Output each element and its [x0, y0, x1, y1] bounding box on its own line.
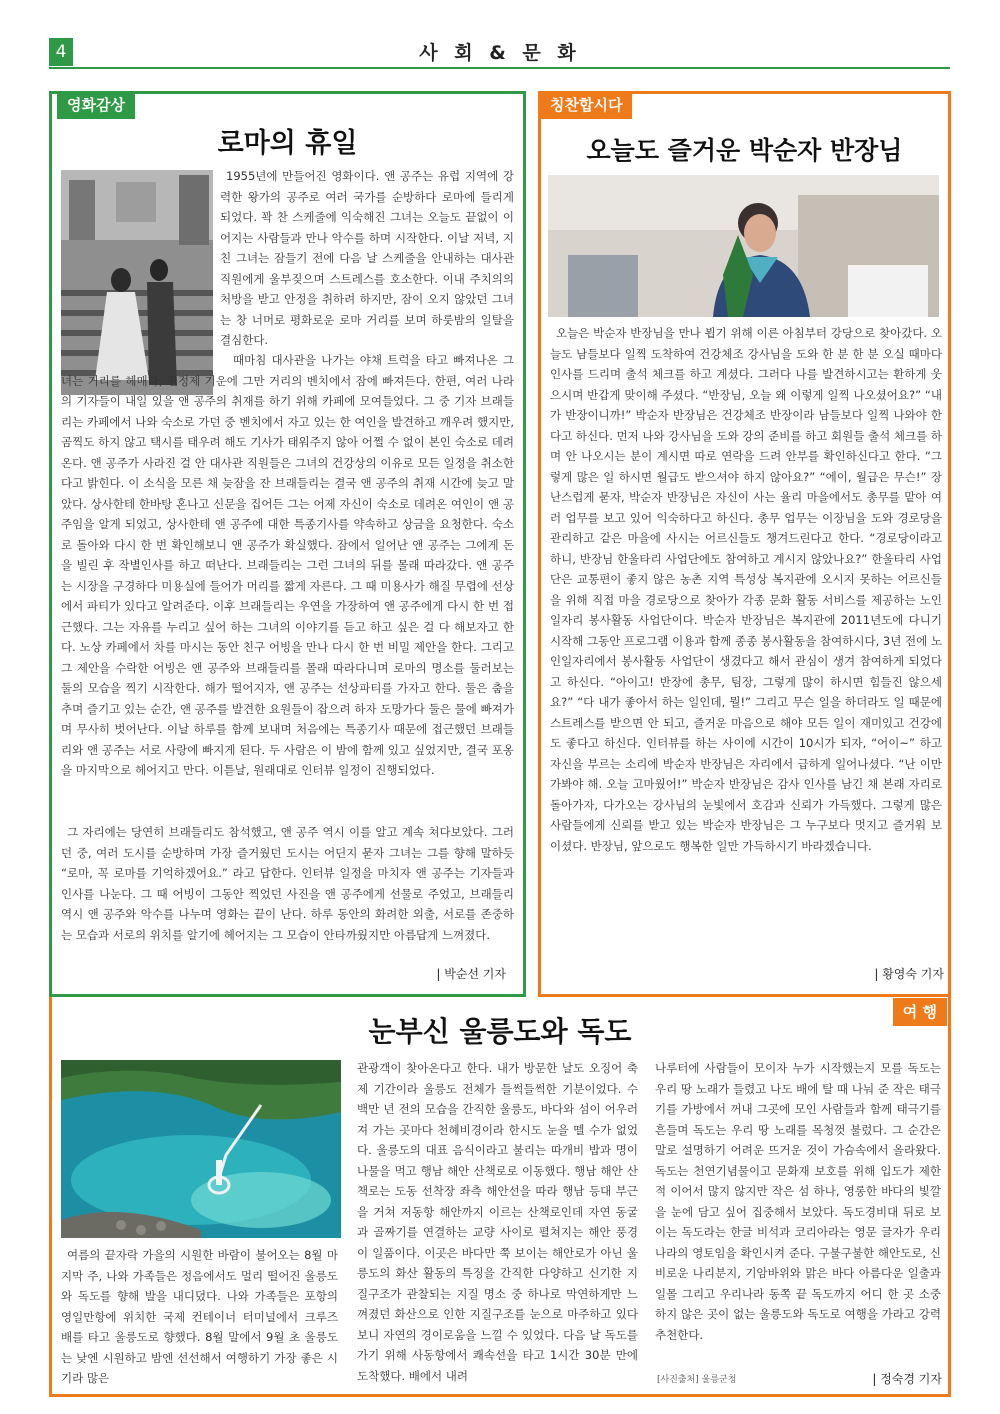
- movie-review-title: 로마의 휴일: [217, 128, 358, 159]
- movie-review-tag: 영화감상: [57, 91, 135, 119]
- section-title: 사 회 & 문 화: [419, 42, 581, 64]
- movie-review-para-1: 1955년에 만들어진 영화이다. 앤 공주는 유럽 지역에 강력한 왕가의 공주로 여러 국가를 순방하다 로마에 들리게 되었다. 꽉 찬 스케줄에 익숙해진 그녀는 오늘도 끝없이 이어지는 사람들과 만나 악수를 하며 시작한다. 이날 저녁, 지친 그녀는 잠들기 전에 다음 날 스케줄을 안내하는 대사관 직원에게 울부짖으며 스트레스를 호소한다. 이내 주치의의 처방을 받고 안정을 취하려 하지만, 잠이 오지 않았던 그녀는 창 너머로 평화로운 로마 거리를 보며 하룻밤의 일탈을 결심한다.: [220, 169, 514, 347]
- photo-credit: [사진출처] 울릉군청: [657, 1375, 737, 1385]
- travel-column-3: 나루터에 사람들이 모이자 누가 시작했는지 모를 독도는 우리 땅 노래가 들렸고 나도 배에 탈 때 나눠 준 작은 태극기를 가방에서 꺼내 그곳에 모인 사람들과 함께 태극기를 흔들며 독도는 우리 땅 노래를 목청껏 불렀다. 그 순간은 말로 설명하기 어려운 뜨거운 것이 가슴속에서 올라왔다. 독도는 천연기념물이고 문화재 보호를 위해 입도가 제한적 이어서 많지 않지만 작은 섬 하나, 영롱한 바다의 빛깔을 눈에 담고 싶어 집중해서 보았다. 독도경비대 뒤로 보이는 독도라는 한글 비석과 코리아라는 영문 글자가 우리나라의 영토임을 확인시켜 준다. 구불구불한 해안도로, 신비로운 나리분지, 기암바위와 맑은 바다 아름다운 일출과 일몰 그리고 우리나라 동쪽 끝 독도까지 어디 한 곳 소중하지 않은 곳이 없는 울릉도와 독도로 여행을 가라고 강력 추천한다.: [655, 1061, 941, 1342]
- praise-byline: | 황영숙 기자: [874, 967, 944, 981]
- header-rule: [49, 67, 950, 69]
- travel-byline: | 정숙경 기자: [872, 1372, 942, 1386]
- page-number: 4: [49, 38, 73, 66]
- praise-portrait-photo: [548, 175, 939, 317]
- movie-review-byline: | 박순선 기자: [436, 967, 506, 981]
- movie-review-para-2: 때마침 대사관을 나가는 야채 트럭을 타고 빠져나온 그녀는 거리를 헤매다, 진정제 기운에 그만 거리의 벤치에서 잠에 빠져든다. 한편, 여러 나라의 기자들이 내일 있을 앤 공주의 취재를 하기 위해 카페에 모여들었다. 그 중 기자 브래들리는 카페에서 나와 숙소로 가던 중 벤치에서 자고 있는 한 여인을 발견하고 깨우려 했지만, 곰찍도 하지 않고 택시를 태우려 해도 기사가 태워주지 않아 어쩔 수 없이 본인 숙소로 데려온다. 앤 공주가 사라진 걸 안 대사관 직원들은 그녀의 건강상의 이유로 모든 일정을 취소한다고 밝힌다. 이 소식을 모른 채 늦잠을 잔 브래들리는 결국 앤 공주의 취재 시간에 늦고 말았다. 상사한테 한바탕 혼나고 신문을 집어든 그는 어제 자신이 숙소로 데려온 여인이 앤 공주임을 알게 되었고, 상사한테 앤 공주에 대한 특종기사를 약속하고 상금을 요청한다. 숙소로 돌아와 다시 한 번 확인해보니 앤 공주가 확실했다. 잠에서 일어난 앤 공주는 그에게 돈을 빌린 후 작별인사를 하고 떠난다. 브래들리는 그런 그녀의 뒤를 몰래 따라갔다. 앤 공주는 시장을 구경하다 미용실에 들어가 머리를 짧게 자른다. 그 때 미용사가 해질 무렵에 선상에서 파티가 있다고 알려준다. 이후 브래들리는 우연을 가장하여 앤 공주에게 다시 한 번 접근했다. 그는 자유를 누리고 싶어 하는 그녀의 이야기를 듣고 하고 싶은 걸 다 해보자고 한다. 노상 카페에서 차를 마시는 동안 친구 어빙을 만나 다시 한 번 비밀 제안을 한다. 그리고 그 제안을 수락한 어빙은 앤 공주와 브래들리를 몰래 따라다니며 로마의 명소를 둘러보는 둘의 모습을 찍기 시작한다. 해가 떨어지자, 앤 공주는 선상파티를 가자고 한다. 둘은 춤을 추며 즐기고 있는 순간, 앤 공주를 발견한 요원들이 잡으려 하자 도망가다 둘은 물에 빠져가며 무사히 벗어난다. 이날 하루를 함께 보내며 처음에는 특종기사 때문에 접근했던 브래들리와 앤 공주는 서로 사랑에 빠지게 된다. 두 사람은 이 밤에 함께 있고 싶었지만, 결국 포옹을 마지막으로 헤어지고 만다. 이튿날, 원래대로 인터뷰 일정이 진행되었다.: [61, 353, 514, 777]
- praise-body-text: 오늘은 박순자 반장님을 만나 뵙기 위해 이른 아침부터 강당으로 찾아갔다. 오늘도 남들보다 일찍 도착하여 건강체조 강사님을 도와 한 분 한 분 오실 때마다 인사를 드리며 출석 체크를 하고 계셨다. 그러다 나를 발견하시고는 환하게 웃으시며 반갑게 맞이해 주셨다. “반장님, 오늘 왜 이렇게 일찍 나오셨어요?” “내가 반장이니까!” 박순자 반장님은 건강체조 반장이라 남들보다 일찍 나와야 한다고 하신다. 먼저 나와 강사님을 도와 강의 준비를 하고 회원들 출석 체크를 하며 안 나오시는 분이 계시면 따로 연락을 드려 안부를 확인하신다고 한다. “그렇게 많은 일 하시면 월급도 받으셔야 하지 않아요?” “에이, 월급은 무슨!” 장난스럽게 묻자, 박순자 반장님은 자신이 사는 율리 마을에서도 총무를 맡아 여러 업무를 보고 있어 익숙하다고 하신다. 총무 업무는 이장님을 도와 경로당을 관리하고 같은 마을에 사시는 어르신들도 챙겨드린다고 한다. “경로당이라고 하니, 반장님 한울타리 사업단에도 참여하고 계시지 않았나요?” 한울타리 사업단은 교통편이 좋지 않은 농촌 지역 특성상 복지관에 오시지 못하는 어르신들을 위해 직접 마을 경로당으로 찾아가 각종 문화 활동 서비스를 제공하는 노인일자리 봉사활동 사업단이다. 박순자 반장님은 복지관에 2011년도에 다니기 시작해 그동안 프로그램 이용과 함께 종종 봉사활동을 참여하시다, 3년 전에 노인일자리에서 봉사활동 사업단이 생겼다고 해서 관심이 생겨 참여하게 되었다고 하신다. “아이고! 반장에 총무, 팀장, 그렇게 많이 하시면 힘들진 않으세요?” “다 내가 좋아서 하는 일인데, 뭘!” 그리고 무슨 일을 하더라도 일 때문에 스트레스를 받으면 안 되고, 즐거운 마음으로 해야 모든 일이 재미있고 건강에도 좋다고 하신다. 인터뷰를 하는 사이에 시간이 10시가 되자, “어이~” 하고 자신을 부르는 소리에 박순자 반장님은 자리에서 급하게 일어나셨다. “난 이만 가봐야 해. 오늘 고마웠어!” 박순자 반장님은 감사 인사를 남긴 채 본래 자리로 돌아가자, 다가오는 강사님의 눈빛에서 호감과 신뢰가 가득했다. 그렇게 많은 사람들에게 신뢰를 받고 있는 박순자 반장님은 그 누구보다 멋지고 즐거워 보이셨다. 반장님, 앞으로도 행복한 일만 가득하시기 바라겠습니다.: [550, 326, 942, 853]
- ulleungdo-coast-photo: [61, 1060, 341, 1238]
- movie-review-para-3: 그 자리에는 당연히 브래들리도 참석했고, 앤 공주 역시 이를 알고 계속 쳐다보았다. 그러던 중, 여러 도시를 순방하며 가장 즐거웠던 도시는 어딘지 묻자 그녀는 그를 향해 말하듯 “로마, 꼭 로마를 기억하겠어요.” 라고 답한다. 인터뷰 일정을 마치자 앤 공주는 기자들과 인사를 나눈다. 그 때 어빙이 그동안 찍었던 사진을 앤 공주에게 선물로 주었고, 브래들리 역시 앤 공주와 악수를 나누며 영화는 끝이 난다. 하루 동안의 화려한 외출, 서로를 존중하는 모습과 서로의 위치를 알기에 헤어지는 그 모습이 안타까웠지만 아름답게 느껴졌다.: [61, 825, 514, 942]
- praise-tag: 칭찬합시다: [540, 91, 632, 119]
- travel-column-1: 여름의 끝자락 가을의 시원한 바람이 불어오는 8월 마지막 주, 나와 가족들은 정음에서도 멀리 떨어진 울릉도와 독도를 향해 발을 내디뎠다. 나와 가족들은 포항의 영일만항에 위치한 국제 컨테이너 터미널에서 크루즈 배를 타고 울릉도로 향했다. 8월 말에서 9월 초 울릉도는 낮엔 시원하고 밤엔 선선해서 여행하기 가장 좋은 시기라 많은: [61, 1248, 338, 1385]
- travel-column-2: 관광객이 찾아온다고 한다. 내가 방문한 날도 오징어 축제 기간이라 울릉도 전체가 들썩들썩한 기분이었다. 수백만 년 전의 모습을 간직한 울릉도, 바다와 섬이 어우러져 가는 곳마다 천혜비경이라 한시도 눈을 뗄 수가 없었다. 울릉도의 대표 음식이라고 불리는 따개비 밥과 명이나물을 먹고 행남 해안 산책로로 이동했다. 행남 해안 산책로는 도동 선착장 좌측 해안선을 따라 행남 등대 부근을 거쳐 저동항 해안까지 이르는 산책로인데 자연 동굴과 골짜기를 연결하는 교량 사이로 펼쳐지는 해안 풍경이 일품이다. 이곳은 바다만 쭉 보이는 해안로가 아닌 울릉도의 화산 활동의 특징을 간직한 다양하고 신기한 지질구조가 관찰되는 지질 명소 중 하나로 막연하게만 느껴졌던 화산으로 인한 지질구조를 눈으로 마주하고 있다 보니 자연의 경이로움을 느낄 수 있었다. 다음 날 독도를 가기 위해 사동항에서 쾌속선을 타고 1시간 30분 만에 도착했다. 배에서 내려: [357, 1061, 638, 1383]
- travel-title: 눈부신 울릉도와 독도: [368, 1015, 632, 1048]
- travel-tag: 여 행: [893, 998, 947, 1026]
- praise-title: 오늘도 즐거운 박순자 반장님: [586, 136, 903, 165]
